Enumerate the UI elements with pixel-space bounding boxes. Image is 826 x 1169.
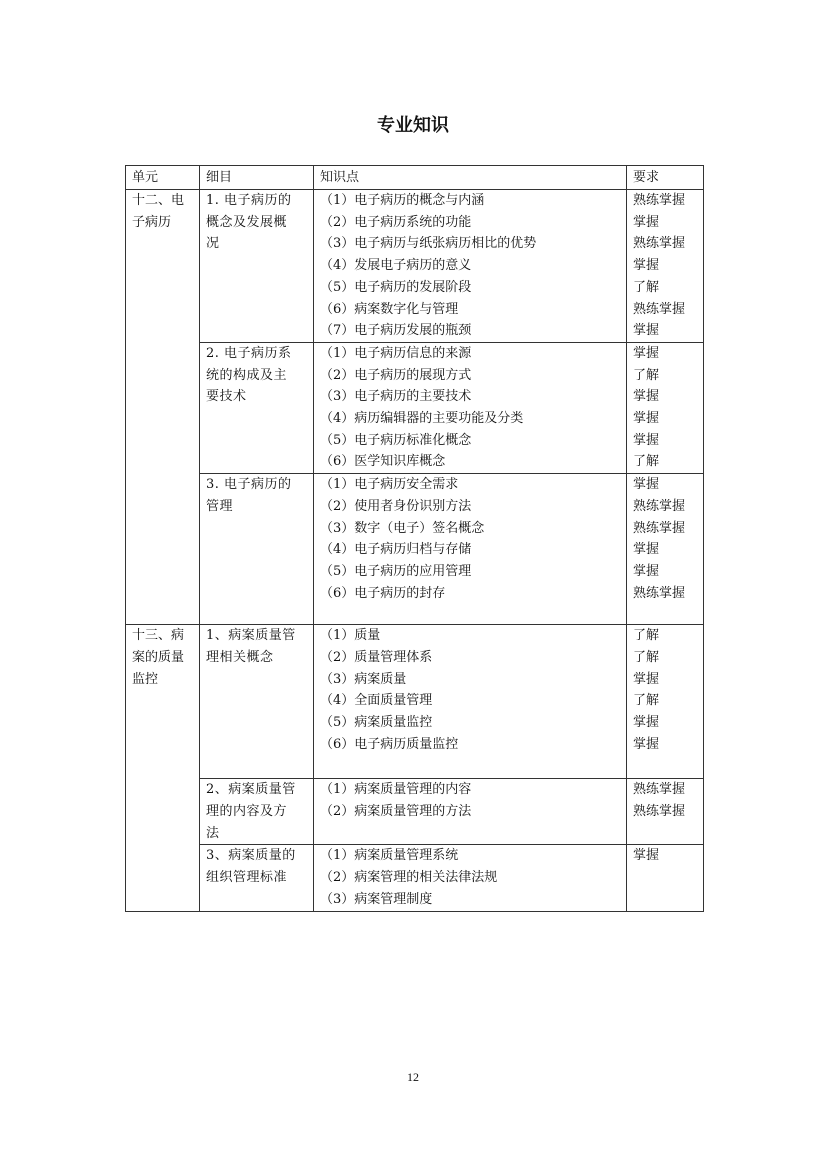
cell-line: （5）电子病历的应用管理	[320, 563, 472, 579]
cell-line: 十二、电	[132, 193, 185, 208]
cell-line: 要技术	[206, 389, 247, 405]
cell-line: 管理	[206, 498, 234, 514]
unit-cell	[126, 625, 200, 912]
sub-item-cell	[200, 779, 314, 845]
cell-line: （5）电子病历标准化概念	[320, 432, 472, 448]
header-point: 知识点	[314, 166, 627, 190]
header-unit: 单元	[126, 166, 200, 190]
cell-line: 了解	[633, 454, 660, 470]
unit-cell	[126, 190, 200, 625]
cell-line: 了解	[633, 628, 660, 644]
cell-line: 统的构成及主	[206, 367, 288, 383]
cell-line: （1）病案质量管理系统	[320, 848, 459, 864]
cell-line: 熟练掌握	[633, 585, 686, 601]
cell-line: （5）病案质量监控	[320, 714, 433, 730]
requirements-cell	[627, 625, 704, 779]
cell-line: 案的质量	[132, 649, 185, 665]
cell-line: （2）病案质量管理的方法	[320, 803, 472, 819]
table-row	[126, 779, 704, 845]
cell-line: 理相关概念	[206, 649, 274, 665]
cell-line: 掌握	[633, 477, 660, 493]
cell-line: （1）质量	[320, 628, 381, 644]
cell-line: 掌握	[633, 714, 660, 730]
cell-line: （3）电子病历与纸张病历相比的优势	[320, 236, 537, 252]
points-cell	[314, 625, 627, 779]
cell-line: 1、病案质量管	[206, 628, 296, 644]
cell-line: 理的内容及方	[206, 803, 288, 819]
cell-line: 熟练掌握	[633, 301, 686, 317]
cell-line: 子病历	[132, 214, 172, 230]
sub-item-cell	[200, 190, 314, 343]
cell-line: 组织管理标准	[206, 869, 288, 885]
cell-line: 了解	[633, 693, 660, 709]
cell-line: 掌握	[633, 848, 660, 864]
cell-line: 况	[206, 236, 220, 252]
cell-line: （3）电子病历的主要技术	[320, 389, 472, 405]
cell-line: （1）电子病历的概念与内涵	[320, 193, 485, 208]
cell-line: （1）病案质量管理的内容	[320, 782, 472, 798]
cell-line: （3）病案管理制度	[320, 891, 433, 907]
table-row	[126, 190, 704, 343]
cell-line: （7）电子病历发展的瓶颈	[320, 323, 472, 339]
cell-line: （6）电子病历的封存	[320, 585, 446, 601]
cell-line: 2. 电子病历系	[206, 345, 292, 361]
cell-line: 掌握	[633, 411, 660, 427]
table-header-row	[126, 166, 704, 190]
header-requirement: 要求	[627, 166, 704, 190]
header-item: 细目	[200, 166, 314, 190]
requirements-cell	[627, 342, 704, 473]
cell-line: （1）电子病历安全需求	[320, 477, 459, 493]
cell-line: 熟练掌握	[633, 803, 686, 819]
cell-line: （1）电子病历信息的来源	[320, 345, 472, 361]
syllabus-table	[125, 165, 704, 912]
cell-line: 掌握	[633, 542, 660, 558]
cell-line: （3）数字（电子）签名概念	[320, 520, 485, 536]
page-number: 12	[407, 1070, 419, 1084]
cell-line: （2）使用者身份识别方法	[320, 498, 472, 514]
cell-line: 3. 电子病历的	[206, 477, 292, 493]
cell-line: 2、病案质量管	[206, 782, 296, 798]
cell-line: （4）发展电子病历的意义	[320, 258, 472, 274]
cell-line: 熟练掌握	[633, 498, 686, 514]
cell-line: （6）医学知识库概念	[320, 454, 446, 470]
requirements-cell	[627, 474, 704, 625]
sub-item-cell	[200, 342, 314, 473]
cell-line: 监控	[132, 671, 159, 687]
table-row	[126, 625, 704, 779]
cell-line: 掌握	[633, 736, 660, 752]
cell-line: 了解	[633, 367, 660, 383]
cell-line: 掌握	[633, 345, 660, 361]
cell-line: （6）病案数字化与管理	[320, 301, 459, 317]
cell-line: （4）全面质量管理	[320, 693, 433, 709]
cell-line: （4）电子病历归档与存储	[320, 542, 472, 558]
cell-line: 掌握	[633, 214, 660, 230]
points-cell	[314, 474, 627, 625]
cell-line: 熟练掌握	[633, 236, 686, 252]
cell-line: （5）电子病历的发展阶段	[320, 279, 472, 295]
cell-line: 概念及发展概	[206, 214, 288, 230]
table-row	[126, 342, 704, 473]
table-row	[126, 845, 704, 912]
table-row	[126, 474, 704, 625]
sub-item-cell	[200, 474, 314, 625]
page-title: 专业知识	[377, 115, 449, 136]
cell-line: 3、病案质量的	[206, 848, 296, 864]
points-cell	[314, 342, 627, 473]
requirements-cell	[627, 190, 704, 343]
cell-line: （2）病案管理的相关法律法规	[320, 869, 498, 885]
sub-item-cell	[200, 625, 314, 779]
cell-line: （2）质量管理体系	[320, 649, 433, 665]
cell-line: 熟练掌握	[633, 520, 686, 536]
cell-line: （3）病案质量	[320, 671, 407, 687]
cell-line: 了解	[633, 279, 660, 295]
cell-line: 法	[206, 825, 220, 841]
sub-item-cell	[200, 845, 314, 912]
cell-line: 掌握	[633, 563, 660, 579]
cell-line: （2）电子病历的展现方式	[320, 367, 472, 383]
cell-line: 掌握	[633, 389, 660, 405]
cell-line: 熟练掌握	[633, 782, 686, 798]
points-cell	[314, 779, 627, 845]
cell-line: 掌握	[633, 258, 660, 274]
requirements-cell	[627, 845, 704, 912]
points-cell	[314, 845, 627, 912]
cell-line: 1. 电子病历的	[206, 193, 292, 208]
cell-line: （6）电子病历质量监控	[320, 736, 459, 752]
points-cell	[314, 190, 627, 343]
cell-line: 熟练掌握	[633, 193, 686, 208]
cell-line: （4）病历编辑器的主要功能及分类	[320, 411, 524, 427]
cell-line: 掌握	[633, 671, 660, 687]
cell-line: 掌握	[633, 432, 660, 448]
cell-line: 了解	[633, 649, 660, 665]
cell-line: 十三、病	[132, 628, 185, 644]
requirements-cell	[627, 779, 704, 845]
cell-line: 掌握	[633, 323, 660, 339]
cell-line: （2）电子病历系统的功能	[320, 214, 472, 230]
